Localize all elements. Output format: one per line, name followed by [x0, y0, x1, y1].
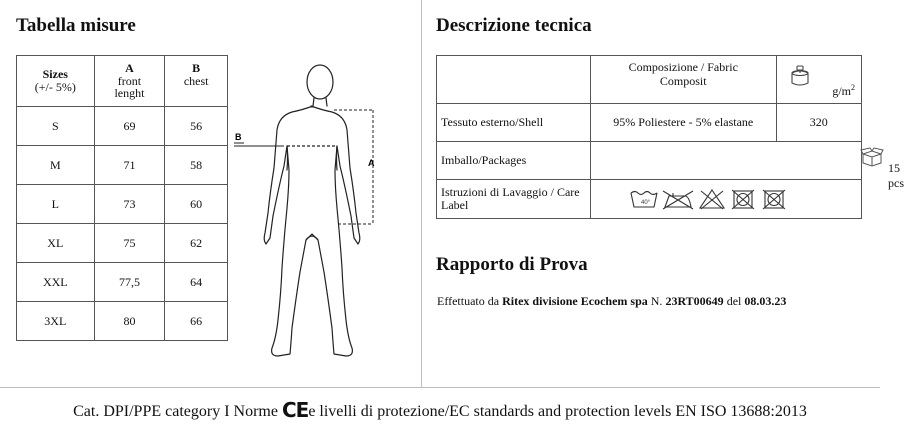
footer-standards — [0, 398, 880, 422]
footer-after: e livelli di protezione/EC standards and protection levels EN ISO 13688:2013 — [308, 403, 807, 420]
composition-header-line1: Composizione / Fabric — [628, 60, 738, 74]
report-n-prefix: N. — [647, 294, 666, 308]
report-number: 23RT00649 — [665, 294, 724, 308]
table-row — [17, 107, 228, 146]
vertical-divider — [421, 0, 422, 388]
composition-header — [591, 56, 777, 104]
a-cell: 71 — [94, 146, 165, 185]
table-row — [437, 142, 862, 180]
report-date-prefix: del — [723, 294, 745, 308]
size-table-header — [17, 56, 228, 107]
no-iron-icon — [663, 191, 693, 209]
care-symbols-row — [629, 187, 793, 211]
a-header-label: A — [125, 61, 134, 76]
size-cell: S — [17, 107, 95, 146]
b-header-label: B — [192, 61, 201, 75]
packages-label: Imballo/Packages — [437, 142, 591, 180]
table-row — [437, 104, 862, 142]
b-header — [165, 56, 228, 107]
shell-composition: 95% Poliestere - 5% elastane — [591, 104, 777, 142]
packages-value — [591, 142, 904, 190]
sizes-header — [17, 56, 95, 107]
a-cell: 69 — [94, 107, 165, 146]
wash-temp-label: 40° — [641, 200, 651, 206]
ce-mark-icon: CE — [281, 398, 309, 422]
sizes-header-tolerance: (+/- 5%) — [34, 80, 76, 94]
b-cell: 58 — [165, 146, 228, 185]
technical-title: Descrizione tecnica — [436, 15, 592, 36]
a-header-sub2: lenght — [114, 86, 145, 101]
packages-qty: 15 pcs — [888, 161, 904, 190]
composition-header-row — [437, 56, 862, 104]
table-row — [17, 185, 228, 224]
no-dryclean-icon — [763, 190, 785, 209]
care-symbols — [591, 180, 862, 219]
body-outline-icon — [264, 65, 360, 356]
chest-measure-line — [234, 143, 337, 146]
b-cell: 60 — [165, 185, 228, 224]
care-label-line2: Label — [441, 198, 469, 212]
sizes-header-label: Sizes — [42, 67, 68, 82]
size-cell: M — [17, 146, 95, 185]
a-cell: 75 — [94, 224, 165, 263]
gsm-header — [776, 56, 861, 104]
shell-gsm: 320 — [776, 104, 861, 142]
care-label — [437, 180, 591, 219]
report-date: 08.03.23 — [744, 294, 787, 308]
report-prefix: Effettuato da — [437, 294, 503, 308]
table-row — [17, 224, 228, 263]
label-b: B — [235, 132, 242, 142]
a-header-sub1: front — [117, 73, 142, 88]
table-row — [17, 263, 228, 302]
b-cell: 64 — [165, 263, 228, 302]
care-label-line1: Istruzioni di Lavaggio / Care — [441, 184, 580, 199]
table-row — [437, 180, 862, 219]
no-bleach-icon — [700, 190, 724, 209]
no-tumble-dry-icon — [732, 190, 754, 209]
gsm-unit-text: g/m — [832, 84, 851, 98]
technical-table — [436, 55, 904, 219]
shell-label: Tessuto esterno/Shell — [437, 104, 591, 142]
horizontal-divider — [0, 387, 880, 388]
size-table — [16, 55, 228, 341]
size-chart-title: Tabella misure — [16, 15, 136, 36]
report-lab: Ritex divisione Ecochem spa — [502, 294, 648, 308]
a-cell: 73 — [94, 185, 165, 224]
footer-before: Cat. DPI/PPE category I Norme — [73, 403, 282, 420]
a-header — [94, 56, 165, 107]
empty-cell — [437, 56, 591, 104]
box-icon — [860, 147, 884, 167]
a-cell: 80 — [94, 302, 165, 341]
b-cell: 62 — [165, 224, 228, 263]
gsm-unit — [832, 83, 855, 99]
b-cell: 66 — [165, 302, 228, 341]
weight-icon — [787, 64, 813, 90]
size-cell: XXL — [17, 263, 95, 302]
report-title: Rapporto di Prova — [436, 254, 588, 275]
b-cell: 56 — [165, 107, 228, 146]
size-cell: XL — [17, 224, 95, 263]
table-row — [17, 146, 228, 185]
body-measurement-figure — [232, 58, 382, 364]
size-cell: 3XL — [17, 302, 95, 341]
a-cell: 77,5 — [94, 263, 165, 302]
b-header-sub: chest — [183, 73, 209, 88]
gsm-unit-exponent: 2 — [851, 83, 855, 92]
label-a: A — [368, 158, 375, 168]
table-row — [17, 302, 228, 341]
report-line — [437, 294, 786, 309]
composition-header-line2: Composit — [659, 73, 707, 88]
size-cell: L — [17, 185, 95, 224]
